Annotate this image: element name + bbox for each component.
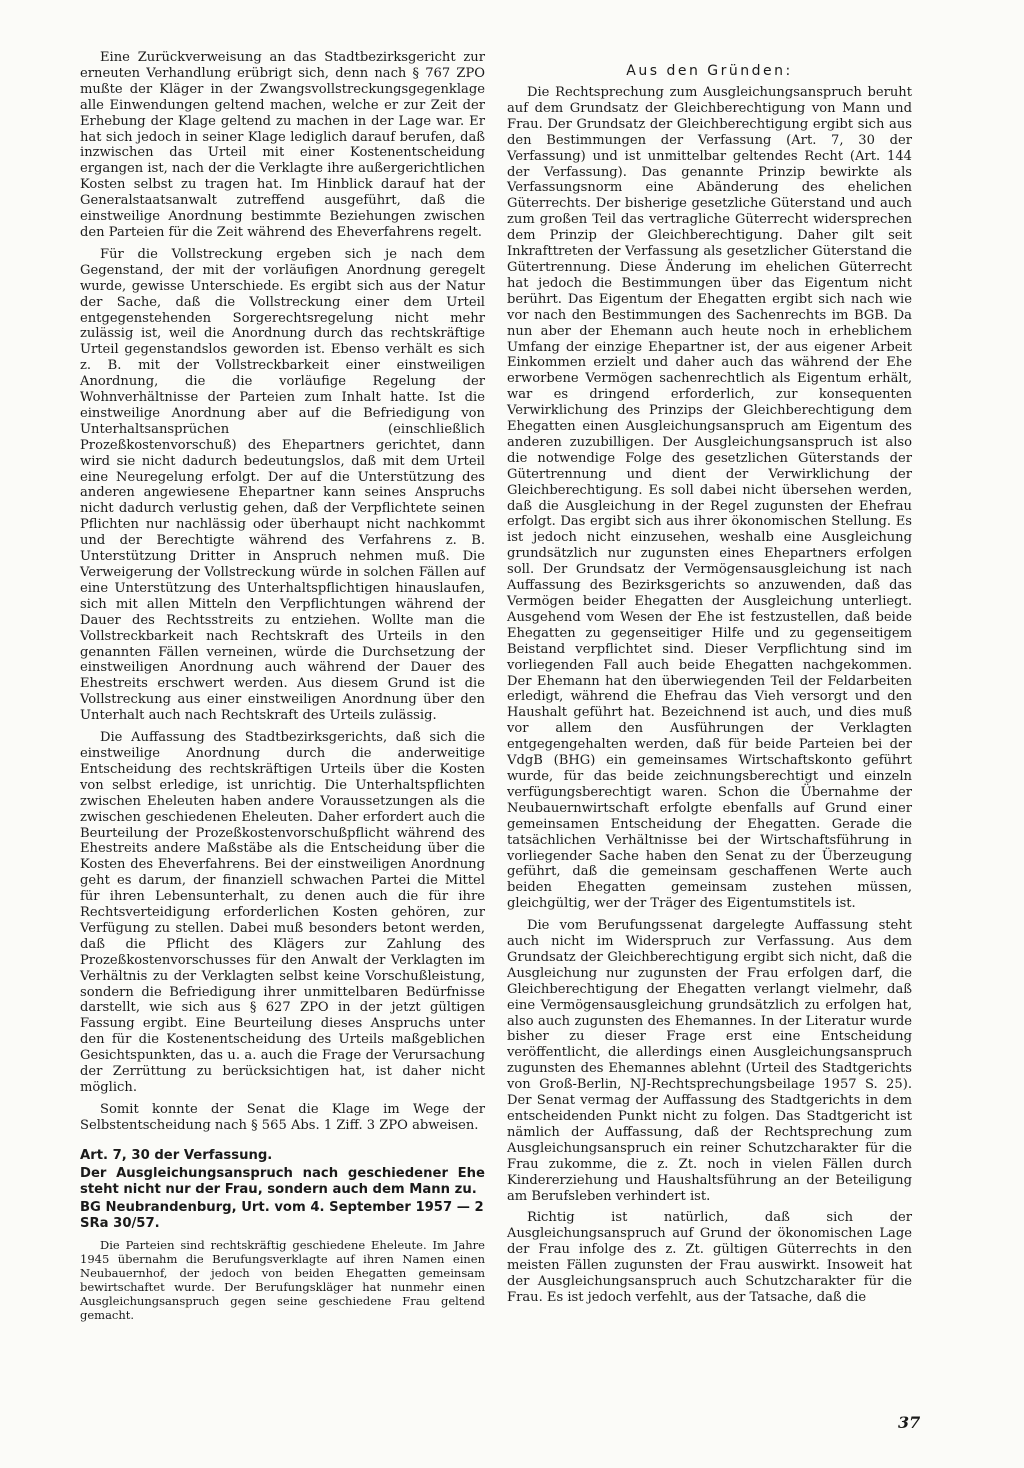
paragraph: Die vom Berufungssenat dargelegte Auffassung steht auch nicht im Widerspruch zur Verfassung. Aus dem Grundsatz der Gleichberechtigung ergibt sich nicht, daß die Ausgleichung nur zugunsten der Frau erfolgen darf, die Gleichberechtigung der Ehegatten verlangt vielmehr, daß eine Vermögensausgleichung grundsätzlich zu erfolgen hat, also auch zugunsten des Ehemannes. In der Literatur wurde bisher zu dieser Frage erst eine Entscheidung veröffentlicht, die allerdings einen Ausgleichungsanspruch zugunsten des Ehemannes ablehnt (Urteil des Stadtgerichts von Groß-Berlin, NJ-Rechtsprechungsbeilage 1957 S. 25). Der Senat vermag der Auffassung des Stadtgerichts in dem entscheidenden Punkt nicht zu folgen. Das Stadtgericht ist nämlich der Auffassung, daß der Rechtsprechung zum Ausgleichungsanspruch ein reiner Schutzcharakter für die Frau zukomme, die z. Zt. noch in vielen Fällen durch Kindererziehung und Haushaltsführung an der Beteiligung am Berufsleben verhindert ist. xyxy=(507,918,912,1204)
headnote: Der Ausgleichungsanspruch nach geschiedener Ehe steht nicht nur der Frau, sondern auch dem Mann zu. xyxy=(80,1165,485,1197)
court-citation: BG Neubrandenburg, Urt. vom 4. September 1957 — 2 SRa 30/57. xyxy=(80,1199,484,1231)
page-number: 37 xyxy=(898,1413,921,1432)
case-facts: Die Parteien sind rechtskräftig geschiedene Eheleute. Im Jahre 1945 übernahm die Berufungsverklagte auf ihren Namen einen Neubauernhof, der jedoch von beiden Ehegatten gemeinsam bewirtschaftet wurde. Der Berufungskläger hat nunmehr einen Ausgleichungsanspruch gegen seine geschiedene Frau geltend gemacht. xyxy=(80,1237,485,1322)
right-column xyxy=(507,63,912,1312)
left-column xyxy=(80,50,485,1328)
paragraph: Für die Vollstreckung ergeben sich je nach dem Gegenstand, der mit der vorläufigen Anordnung geregelt wurde, gewisse Unterschiede. Es ergibt sich aus der Natur der Sache, daß die Vollstreckung einer dem Urteil entgegenstehenden Sorgerechtsregelung nicht mehr zulässig ist, weil die Anordnung durch das rechtskräftige Urteil gegenstandslos geworden ist. Ebenso verhält es sich z. B. mit der Vollstreckbarkeit einer einstweiligen Anordnung, die die vorläufige Regelung der Wohnverhältnisse der Parteien zum Inhalt hatte. Ist die einstweilige Anordnung aber auf die Befriedigung von Unterhaltsansprüchen (einschließlich Prozeßkostenvorschuß) des Ehepartners gerichtet, dann wird sie nicht dadurch bedeutungslos, daß mit dem Urteil eine Neuregelung erfolgt. Der auf die Unterstützung des anderen angewiesene Ehepartner kann seines Anspruchs nicht dadurch verlustig gehen, daß der Verpflichtete seinen Pflichten nur nachlässig oder überhaupt nicht nachkommt und der Berechtigte während des Verfahrens z. B. Unterstützung Dritter in Anspruch nehmen muß. Die Verweigerung der Vollstreckung würde in solchen Fällen auf eine Unterstützung des Unterhaltspflichtigen hinauslaufen, sich mit allen Mitteln den Verpflichtungen während der Dauer des Rechtsstreits zu entziehen. Wollte man die Vollstreckbarkeit nach Rechtskraft des Urteils in den genannten Fällen verneinen, würde die Durchsetzung der einstweiligen Anordnung auch während der Dauer des Ehestreits erschwert werden. Aus diesem Grund ist die Vollstreckung aus einer einstweiligen Anordnung über den Unterhalt auch nach Rechtskraft des Urteils zulässig. xyxy=(80,246,485,724)
paragraph: Richtig ist natürlich, daß sich der Ausgleichungsanspruch auf Grund der ökonomischen Lage der Frau infolge des z. Zt. gültigen Güterrechts in den meisten Fällen zugunsten der Frau auswirkt. Insoweit hat der Ausgleichungsanspruch auch Schutzcharakter für die Frau. Es ist jedoch verfehlt, aus der Tatsache, daß die xyxy=(507,1210,912,1305)
paragraph: Somit konnte der Senat die Klage im Wege der Selbstentscheidung nach § 565 Abs. 1 Ziff. 3 ZPO abweisen. xyxy=(80,1101,485,1133)
section-heading: Aus den Gründen: xyxy=(626,63,793,79)
paragraph: Eine Zurückverweisung an das Stadtbezirksgericht zur erneuten Verhandlung erübrigt sich, denn nach § 767 ZPO mußte der Kläger in der Zwangsvollstreckungsgegenklage alle Einwendungen geltend machen, welche er zur Zeit der Erhebung der Klage geltend zu machen in der Lage war. Er hat sich jedoch in seiner Klage lediglich darauf berufen, daß inzwischen das Urteil mit einer Kostenentscheidung ergangen ist, nach der die Verklagte ihre außergerichtlichen Kosten selbst zu tragen hat. Im Hinblick darauf hat der Generalstaatsanwalt zutreffend ausgeführt, daß die einstweilige Anordnung bestimmte Beziehungen zwischen den Parteien für die Zeit während des Eheverfahrens regelt. xyxy=(80,50,485,240)
paragraph: Die Rechtsprechung zum Ausgleichungsanspruch beruht auf dem Grundsatz der Gleichberechtigung von Mann und Frau. Der Grundsatz der Gleichberechtigung ergibt sich aus den Bestimmungen der Verfassung (Art. 7, 30 der Verfassung) und ist unmittelbar geltendes Recht (Art. 144 der Verfassung). Das genannte Prinzip bewirkte als Verfassungsnorm eine Abänderung des ehelichen Güterrechts. Der bisherige gesetzliche Güterstand und auch zum großen Teil das vertragliche Güterrecht widersprechen dem Prinzip der Gleichberechtigung. Daher gilt seit Inkrafttreten der Verfassung als gesetzlicher Güterstand die Gütertrennung. Diese Änderung im ehelichen Güterrecht hat jedoch die Bestimmungen über das Eigentum nicht berührt. Das Eigentum der Ehegatten ergibt sich nach wie vor nach den Bestimmungen des Sachenrechts im BGB. Da nun aber der Ehemann auch heute noch in erheblichem Umfang der einzige Ehepartner ist, der aus eigener Arbeit Einkommen erzielt und daher auch das während der Ehe erworbene Vermögen sachenrechtlich als Eigentum erhält, war es dringend erforderlich, zur konsequenten Verwirklichung des Prinzips der Gleichberechtigung dem Ehegatten einen Ausgleichungsanspruch am Eigentum des anderen zuzubilligen. Der Ausgleichungsanspruch ist also die notwendige Folge des gesetzlichen Güterstands der Gütertrennung und dient der Verwirklichung der Gleichberechtigung. Es soll dabei nicht übersehen werden, daß die Ausgleichung in der Regel zugunsten der Ehefrau erfolgt. Das ergibt sich aus ihrer ökonomischen Stellung. Es ist jedoch nicht einzusehen, weshalb eine Ausgleichung grundsätzlich nur zugunsten eines Ehepartners erfolgen soll. Der Grundsatz der Vermögensausgleichung ist nach Auffassung des Bezirksgerichts so anzuwenden, daß das Vermögen beider Ehegatten der Ausgleichung unterliegt. Ausgehend vom Wesen der Ehe ist festzustellen, daß beide Ehegatten zu gegenseitiger Hilfe und zu gegenseitigem Beistand verpflichtet sind. Dieser Verpflichtung sind im vorliegenden Fall auch beide Ehegatten nachgekommen. Der Ehemann hat den überwiegenden Teil der Feldarbeiten erledigt, während die Ehefrau das Vieh versorgt und den Haushalt geführt hat. Bezeichnend ist auch, und dies muß vor allem den Ausführungen der Verklagten entgegengehalten werden, daß für beide Parteien bei der VdgB (BHG) ein gemeinsames Wirtschaftskonto geführt wurde, für das beide zeichnungsberechtigt und einzeln verfügungsberechtigt waren. Schon die Übernahme der Neubauernwirtschaft erfolgte ebenfalls auf Grund einer gemeinsamen Entscheidung der Ehegatten. Gerade die tatsächlichen Verhältnisse bei der Wirtschaftsführung in vorliegender Sache haben den Senat zu der Überzeugung geführt, daß die gemeinsam geschaffenen Werte auch beiden Ehegatten gemeinsam zustehen müssen, gleichgültig, wer der Träger des Eigentumstitels ist. xyxy=(507,85,912,912)
paragraph: Die Auffassung des Stadtbezirksgerichts, daß sich die einstweilige Anordnung durch die anderweitige Entscheidung des rechtskräftigen Urteils über die Kosten von selbst erledige, ist unrichtig. Die Unterhaltspflichten zwischen Eheleuten haben andere Voraussetzungen als die zwischen geschiedenen Eheleuten. Daher erfordert auch die Beurteilung der Prozeßkostenvorschußpflicht während des Ehestreits andere Maßstäbe als die Entscheidung über die Kosten des Eheverfahrens. Bei der einstweiligen Anordnung geht es darum, der finanziell schwachen Partei die Mittel für ihren Lebensunterhalt, zu denen auch die für ihre Rechtsverteidigung erforderlichen Kosten gehören, zur Verfügung zu stellen. Dabei muß besonders betont werden, daß die Pflicht des Klägers zur Zahlung des Prozeßkostenvorschusses für den Anwalt der Verklagten im Verhältnis zu der Verklagten selbst keine Vorschußleistung, sondern die Befriedigung ihrer unmittelbaren Bedürfnisse darstellt, wie sich aus § 627 ZPO in der jetzt gültigen Fassung ergibt. Eine Beurteilung dieses Anspruchs unter den für die Kostenentscheidung des Urteils maßgeblichen Gesichtspunkten, das u. a. auch die Frage der Verursachung der Zerrüttung zu berücksichtigen hat, ist daher nicht möglich. xyxy=(80,730,485,1095)
law-reference: Art. 7, 30 der Verfassung. xyxy=(80,1147,273,1163)
